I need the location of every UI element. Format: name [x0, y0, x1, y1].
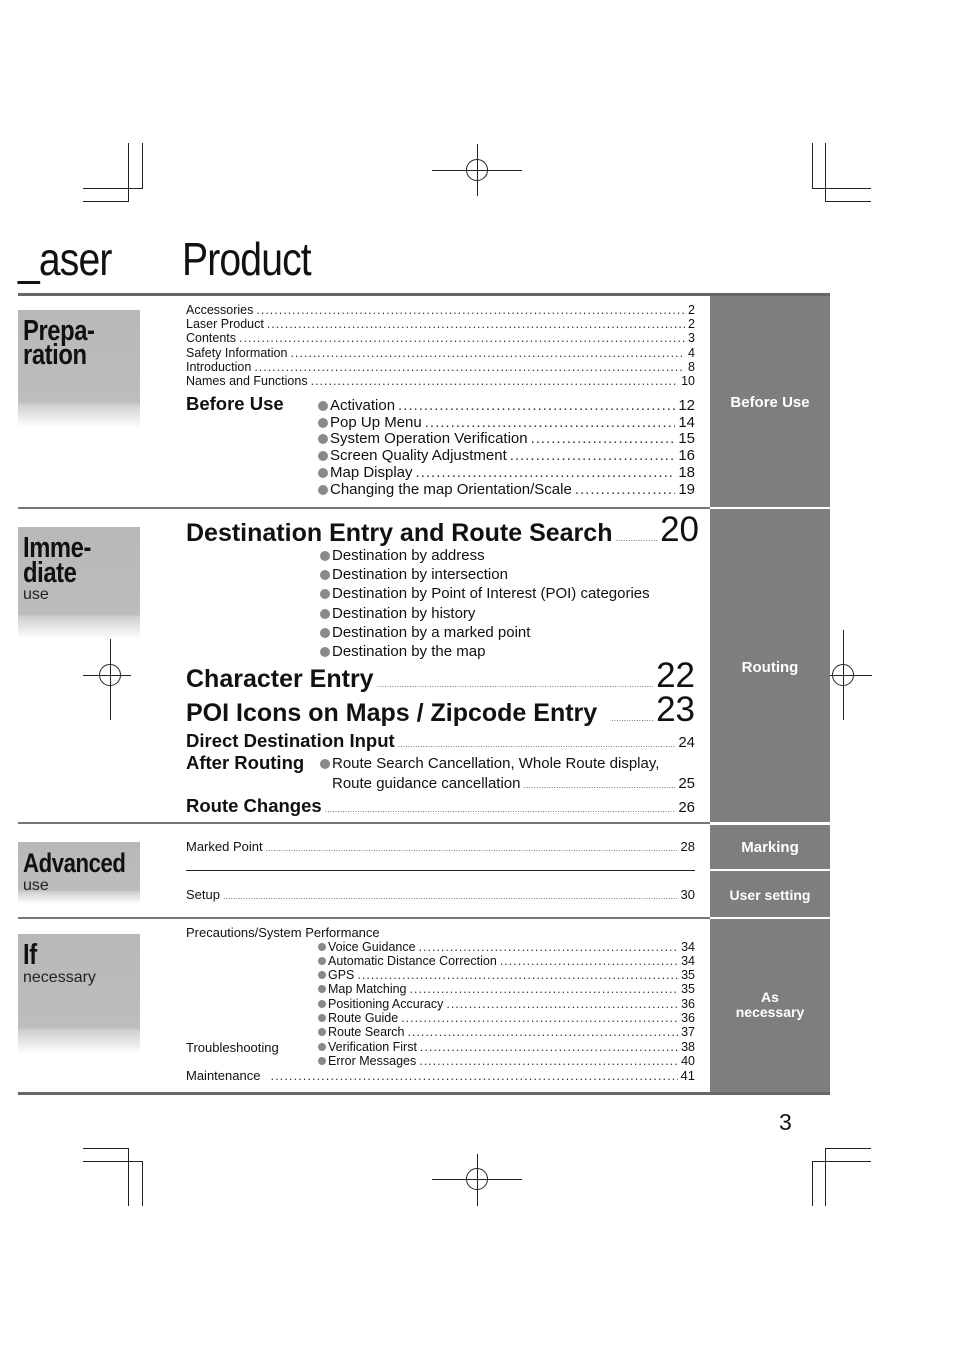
toc-page: 40: [681, 1054, 695, 1068]
leader-dots: [256, 303, 685, 317]
leader-dots: [575, 481, 675, 498]
toc-row[interactable]: [318, 397, 695, 414]
toc-title: Voice Guidance: [328, 940, 416, 954]
leader-dots: [223, 891, 678, 901]
crop-mark: [83, 1161, 143, 1162]
leader-dots: [407, 1025, 678, 1039]
leader-dots: [377, 679, 653, 689]
sidebar-routing: [710, 509, 830, 822]
leader-dots: [398, 397, 675, 414]
toc-page: 35: [681, 982, 695, 996]
toc-page: 35: [681, 968, 695, 982]
bullet-icon: [318, 971, 326, 979]
crop-mark: [83, 188, 143, 189]
toc-title: Automatic Distance Correction: [328, 954, 497, 968]
leader-dots: [419, 940, 679, 954]
toc-row[interactable]: [318, 1025, 695, 1039]
sidebar-before-use: [710, 296, 830, 507]
toc-row[interactable]: [332, 775, 695, 792]
crop-mark: [812, 1161, 871, 1162]
toc-row[interactable]: [186, 360, 695, 374]
toc-title: Marked Point: [186, 839, 263, 854]
bullet-icon: [320, 570, 330, 580]
toc-row[interactable]: [318, 1040, 695, 1054]
crop-mark: [83, 1148, 129, 1149]
toc-precautions-heading: Precautions/System Performance: [186, 925, 380, 940]
toc-page: 28: [680, 839, 695, 854]
toc-title: Verification First: [328, 1040, 417, 1054]
crop-mark: [825, 201, 871, 202]
toc-row[interactable]: [186, 303, 695, 317]
bullet-icon: [320, 609, 330, 619]
toc-title: Safety Information: [186, 346, 288, 360]
sidebar-label-marking: Marking: [741, 839, 799, 856]
bullet-icon: [320, 759, 330, 769]
tab-immediate-sub: use: [23, 586, 49, 603]
tab-preparation-head1: Prepa-: [23, 315, 95, 347]
toc-row[interactable]: [318, 414, 695, 431]
crop-mark: [128, 143, 129, 201]
toc-page: 2: [688, 303, 695, 317]
leader-dots: [254, 360, 685, 374]
toc-page: 16: [678, 447, 695, 464]
toc-row[interactable]: [318, 997, 695, 1011]
toc-page: 24: [678, 734, 695, 751]
bullet-icon: [318, 434, 328, 444]
toc-title: Map Display: [330, 464, 413, 481]
toc-troubleshooting-heading: Troubleshooting: [186, 1040, 279, 1055]
leader-dots: [401, 1011, 678, 1025]
toc-page: 36: [681, 997, 695, 1011]
toc-title: Introduction: [186, 360, 252, 374]
tab-if-head: If: [23, 939, 37, 971]
leader-dots: [239, 331, 685, 345]
bullet-icon: [320, 647, 330, 657]
section-heading-poi-icons: POI Icons on Maps / Zipcode Entry: [186, 699, 598, 727]
toc-page: 14: [678, 414, 695, 431]
divider: [18, 293, 830, 296]
toc-page: 3: [688, 331, 695, 345]
section-heading-character-entry: Character Entry: [186, 665, 374, 693]
bullet-icon: [318, 943, 326, 951]
toc-title: GPS: [328, 968, 355, 982]
toc-subitem-label: Destination by the map: [332, 643, 486, 660]
toc-row-maintenance[interactable]: [186, 1068, 695, 1083]
leader-dots: [311, 374, 679, 388]
toc-row-poi-icons[interactable]: [186, 692, 695, 728]
leader-dots: [267, 317, 685, 331]
toc-row[interactable]: [318, 481, 695, 498]
toc-title: Laser Product: [186, 317, 264, 331]
leader-dots: [425, 414, 676, 431]
toc-row[interactable]: [318, 954, 695, 968]
crop-mark: [825, 1148, 826, 1206]
tab-preparation: [18, 310, 140, 428]
bullet-icon: [320, 628, 330, 638]
toc-subitem[interactable]: [320, 585, 650, 602]
toc-row-marked-point[interactable]: [186, 839, 695, 854]
leader-dots: [615, 533, 657, 543]
toc-page: 15: [678, 430, 695, 447]
toc-title: System Operation Verification: [330, 430, 528, 447]
toc-page: 8: [688, 360, 695, 374]
bullet-icon: [318, 418, 328, 428]
bullet-icon: [318, 1014, 326, 1022]
sidebar-label-routing: Routing: [741, 659, 799, 676]
toc-page: 41: [680, 1068, 695, 1083]
toc-title: Setup: [186, 887, 220, 902]
leader-dots: [357, 968, 678, 982]
crop-mark: [83, 201, 129, 202]
toc-subitem[interactable]: [320, 605, 475, 622]
toc-subitem[interactable]: [320, 755, 659, 772]
toc-subitem-label: Destination by history: [332, 605, 476, 622]
bullet-icon: [318, 985, 326, 993]
bullet-icon: [318, 485, 328, 495]
leader-dots: [325, 804, 676, 814]
sidebar-user-setting: [710, 871, 830, 917]
sidebar-marking: [710, 825, 830, 869]
bullet-icon: [318, 957, 326, 965]
leader-dots: [420, 1040, 678, 1054]
toc-page: 10: [681, 374, 695, 388]
leader-dots: [290, 346, 685, 360]
leader-dots: [419, 1054, 678, 1068]
toc-row-destination-entry[interactable]: [186, 512, 699, 548]
crop-mark: [142, 143, 143, 188]
tab-if-sub: necessary: [23, 969, 96, 986]
toc-page: 34: [681, 954, 695, 968]
toc-page: 18: [678, 464, 695, 481]
bullet-icon: [320, 551, 330, 561]
toc-row[interactable]: [186, 331, 695, 345]
leader-dots: [446, 997, 678, 1011]
tab-immediate-head2: diate: [23, 557, 77, 589]
toc-subitem-label: Route guidance cancellation: [332, 775, 521, 792]
bullet-icon: [318, 451, 328, 461]
toc-row[interactable]: [318, 1011, 695, 1025]
tab-advanced-head: Advanced: [23, 848, 126, 878]
divider: [18, 507, 710, 509]
toc-subitem[interactable]: [320, 624, 530, 641]
leader-dots: [270, 1068, 677, 1083]
tab-preparation-head2: ration: [23, 339, 87, 371]
toc-subitem-label: Destination by intersection: [332, 566, 508, 583]
toc-page: 22: [656, 656, 695, 695]
page-title-right: Product: [182, 233, 311, 285]
crop-mark: [812, 188, 871, 189]
toc-page: 25: [678, 775, 695, 792]
leader-dots: [410, 982, 679, 996]
crop-mark: [812, 143, 813, 188]
toc-title: Map Matching: [328, 982, 407, 996]
registration-mark: [466, 1168, 488, 1190]
toc-page: 26: [678, 799, 695, 816]
toc-subitem-label: Route Search Cancellation, Whole Route display,: [332, 755, 660, 772]
toc-row-direct-destination[interactable]: [186, 730, 695, 752]
toc-title: Maintenance: [186, 1068, 261, 1083]
divider: [18, 1092, 830, 1095]
toc-page: 38: [681, 1040, 695, 1054]
leader-dots: [500, 954, 678, 968]
bullet-icon: [318, 401, 328, 411]
toc-title: Error Messages: [328, 1054, 417, 1068]
toc-row[interactable]: [318, 430, 695, 447]
sidebar-label-necessary: necessary: [735, 1004, 805, 1020]
registration-mark: [466, 159, 488, 181]
page-number: 3: [779, 1109, 792, 1135]
toc-title: Positioning Accuracy: [328, 997, 444, 1011]
toc-subitem[interactable]: [320, 566, 508, 583]
toc-row[interactable]: [186, 374, 695, 388]
crop-mark: [825, 143, 826, 201]
leader-dots: [523, 780, 675, 790]
bullet-icon: [318, 1028, 326, 1036]
bullet-icon: [318, 1043, 326, 1051]
registration-mark: [832, 664, 854, 686]
toc-page: 2: [688, 317, 695, 331]
toc-title: Contents: [186, 331, 237, 345]
sidebar-as-necessary: [710, 919, 830, 1092]
leader-dots: [266, 843, 678, 853]
toc-row-route-changes[interactable]: [186, 795, 695, 817]
toc-title: Changing the map Orientation/Scale: [330, 481, 572, 498]
crop-mark: [142, 1161, 143, 1206]
sidebar-label-as: As: [761, 989, 779, 1005]
leader-dots: [510, 447, 676, 464]
crop-mark: [812, 1161, 813, 1206]
section-heading-direct-destination: Direct Destination Input: [186, 730, 395, 751]
page-title-left: _aser: [18, 233, 112, 285]
tab-immediate-head1: Imme-: [23, 532, 91, 564]
toc-row[interactable]: [318, 464, 695, 481]
toc-title: Route Guide: [328, 1011, 399, 1025]
toc-page: 34: [681, 940, 695, 954]
tab-immediate-use: [18, 527, 140, 639]
toc-row[interactable]: [318, 940, 695, 954]
toc-row-setup[interactable]: [186, 887, 695, 902]
toc-subitem-label: Destination by a marked point: [332, 624, 531, 641]
toc-subitem-label: Destination by Point of Interest (POI) categories: [332, 585, 650, 602]
crop-mark: [128, 1148, 129, 1206]
registration-mark: [99, 664, 121, 686]
leader-dots: [611, 713, 653, 723]
bullet-icon: [318, 1057, 326, 1065]
divider: [186, 870, 695, 871]
bullet-icon: [318, 468, 328, 478]
toc-row[interactable]: [318, 447, 695, 464]
toc-subitem[interactable]: [320, 547, 485, 564]
toc-row[interactable]: [318, 1054, 695, 1068]
section-heading-after-routing: After Routing: [186, 752, 305, 773]
toc-page: 4: [688, 346, 695, 360]
toc-page: 37: [681, 1025, 695, 1039]
section-heading-destination: Destination Entry and Route Search: [186, 519, 613, 547]
tab-if-necessary: [18, 934, 140, 1054]
toc-title: Accessories: [186, 303, 254, 317]
leader-dots: [398, 739, 676, 749]
divider: [18, 822, 710, 824]
leader-dots: [531, 430, 676, 447]
bullet-icon: [320, 589, 330, 599]
toc-page: 12: [678, 397, 695, 414]
toc-row[interactable]: [318, 982, 695, 996]
toc-page: 36: [681, 1011, 695, 1025]
bullet-icon: [318, 1000, 326, 1008]
toc-title: Route Search: [328, 1025, 405, 1039]
toc-page: 20: [660, 510, 699, 549]
tab-advanced-sub: use: [23, 877, 49, 894]
sidebar-label-user-setting: User setting: [729, 887, 811, 903]
toc-row[interactable]: [318, 968, 695, 982]
crop-mark: [825, 1148, 871, 1149]
toc-row-character-entry[interactable]: [186, 658, 695, 694]
toc-title: Names and Functions: [186, 374, 308, 388]
toc-page: 30: [680, 887, 695, 902]
toc-title: Screen Quality Adjustment: [330, 447, 507, 464]
divider: [18, 917, 710, 919]
toc-subitem-label: Destination by address: [332, 547, 485, 564]
toc-title: Activation: [330, 397, 396, 414]
leader-dots: [416, 464, 676, 481]
toc-title: Pop Up Menu: [330, 414, 422, 431]
sidebar-label-before-use: Before Use: [730, 394, 810, 411]
section-heading-before-use: Before Use: [186, 393, 284, 414]
toc-row[interactable]: [186, 317, 695, 331]
toc-page: 19: [678, 481, 695, 498]
toc-row[interactable]: [186, 346, 695, 360]
tab-advanced-use: [18, 842, 140, 904]
section-heading-route-changes: Route Changes: [186, 795, 322, 816]
toc-page: 23: [656, 690, 695, 729]
